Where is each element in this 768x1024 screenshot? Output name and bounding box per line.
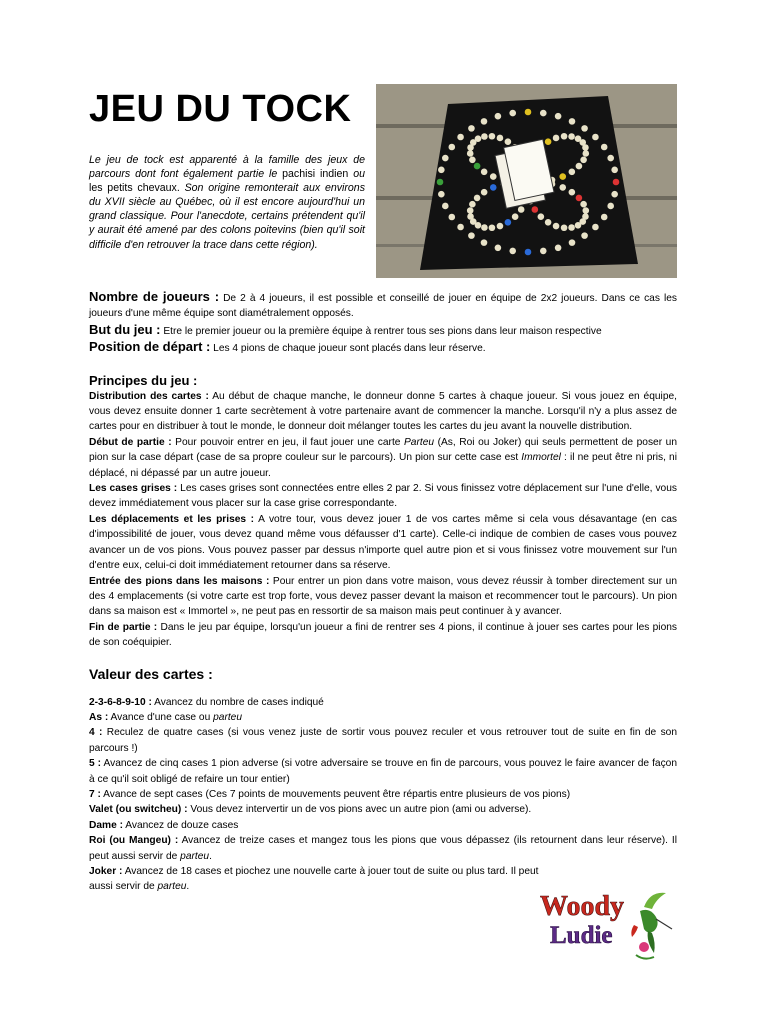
- board-hole: [448, 144, 455, 151]
- board-hole: [490, 173, 497, 180]
- rule-label: Distribution des cartes :: [89, 390, 209, 402]
- card-text: Avancez du nombre de cases indiqué: [151, 696, 324, 708]
- board-hole: [469, 156, 476, 163]
- section-label: Nombre de joueurs :: [89, 289, 220, 304]
- board-hole: [518, 206, 525, 213]
- board-hole: [505, 219, 512, 226]
- rule-label: Fin de partie :: [89, 621, 158, 633]
- board-hole: [559, 184, 566, 191]
- logo-svg: [536, 885, 676, 971]
- board-hole: [481, 133, 488, 140]
- board-hole: [569, 118, 576, 125]
- rule-distribution: [89, 389, 677, 435]
- board-hole: [607, 203, 614, 210]
- board-hole: [576, 195, 583, 202]
- card-label: Joker :: [89, 866, 123, 877]
- board-hole: [505, 138, 512, 145]
- board-hole: [481, 239, 488, 246]
- board-hole: [559, 173, 566, 180]
- logo-woody: Woody: [540, 891, 625, 922]
- board-hole: [561, 224, 568, 231]
- board-hole: [497, 135, 504, 142]
- board-hole: [582, 150, 589, 157]
- page-title: JEU DU TOCK: [89, 88, 352, 130]
- rules-body: [89, 289, 677, 895]
- board-hole: [532, 206, 539, 213]
- rule-text: Pour entrer un pion dans votre maison, vous devez réussir à tomber directement sur un des 4 emplacements (si votre carte est trop forte, vous devez passer devant la maison et recommencer tout le parcours). Un pion dans sa maison est « Immortel », ne peut pas en ressortir de sa maison mais peut continuer à y avancer.: [89, 575, 677, 618]
- board-hole: [545, 138, 552, 145]
- card-em: parteu: [213, 711, 242, 723]
- board-hole: [569, 169, 576, 176]
- board-hole: [481, 224, 488, 231]
- board-hole: [607, 155, 614, 162]
- board-hole: [497, 223, 504, 230]
- board-hole: [601, 144, 608, 151]
- board-hole: [581, 125, 588, 132]
- card-2-10: [89, 695, 677, 710]
- rule-em: Parteu: [404, 436, 435, 448]
- board-hole: [448, 214, 455, 221]
- board-hole: [457, 134, 464, 141]
- board-hole: [457, 224, 464, 231]
- card-label: 5 :: [89, 758, 102, 770]
- board-hole: [509, 248, 516, 255]
- board-hole: [613, 179, 620, 186]
- board-hole: [545, 219, 552, 226]
- card-em: parteu: [180, 850, 210, 862]
- section-joueurs: [89, 289, 677, 322]
- board-hole: [495, 244, 502, 251]
- section-text: Les 4 pions de chaque joueur sont placés dans leur réserve.: [210, 343, 486, 355]
- board-hole: [474, 195, 481, 202]
- section-but: [89, 322, 677, 339]
- section-label: Position de départ :: [89, 339, 211, 355]
- card-valet: [89, 802, 677, 817]
- logo-ludie: Ludie: [550, 922, 613, 949]
- board-hole: [489, 133, 496, 140]
- rule-debut: [89, 435, 677, 481]
- section-text: De 2 à 4 joueurs, il est possible et conseillé de jouer en équipe de 2x2 joueurs. Dans ce cas les joueurs d'une même équipe sont diamétralement opposés.: [89, 293, 677, 320]
- intro-ou: ou: [348, 168, 365, 181]
- board-hole: [555, 113, 562, 120]
- card-as: [89, 710, 677, 725]
- rule-text: (As, Roi ou Joker) qui seuls permettent de poser un pion sur la case départ (case de sa propre couleur sur le parcours). Un pion sur cette case est: [89, 436, 677, 464]
- board-hole: [475, 135, 482, 142]
- rule-label: Début de partie :: [89, 436, 172, 448]
- valeurs-heading: Valeur des cartes :: [89, 665, 213, 682]
- board-hole: [481, 189, 488, 196]
- card-label: 7 :: [89, 788, 101, 800]
- board-hole: [489, 224, 496, 231]
- rule-text: Pour pouvoir entrer en jeu, il faut jouer une carte: [171, 436, 405, 448]
- card-label: Roi (ou Mangeu) :: [89, 835, 179, 847]
- board-hole: [481, 118, 488, 125]
- board-hole: [601, 214, 608, 221]
- card-5: [89, 756, 677, 787]
- card-joker: [89, 864, 539, 895]
- card-label: Dame :: [89, 819, 123, 831]
- board-hole: [580, 201, 587, 208]
- board-hole: [538, 213, 545, 220]
- game-board-photo: [376, 84, 677, 278]
- board-hole: [467, 207, 474, 214]
- board-hole: [581, 232, 588, 239]
- card-label: As :: [89, 711, 109, 723]
- card-label: 4 :: [89, 727, 103, 739]
- card-4: [89, 725, 677, 756]
- card-text: Avancez de cinq cases 1 pion adverse (si votre adversaire se trouve en fin de parcours, vous pouvez le faire avancer de façon à ce qu'il soit obligé de refaire un tour entier): [89, 758, 677, 785]
- board-hole: [568, 224, 575, 231]
- section-depart: [89, 339, 677, 356]
- board-hole: [442, 203, 449, 210]
- board-hole: [474, 163, 481, 170]
- board-hole: [582, 207, 589, 214]
- board-hole: [569, 239, 576, 246]
- rule-text: Dans le jeu par équipe, lorsqu'un joueur a fini de rentrer ses 4 pions, il continue à jouer ses cartes pour les pions de son coéquipier.: [89, 621, 677, 649]
- board-hole: [512, 213, 519, 220]
- card-text: .: [209, 850, 212, 862]
- board-hole: [592, 134, 599, 141]
- card-text: Reculez de quatre cases (si vous venez juste de sortir vous pouvez reculer et vous retrouver tout de suite en fin de son parcours !): [89, 727, 678, 754]
- card-text: Avancez de douze cases: [122, 819, 239, 831]
- rule-entree: [89, 574, 677, 620]
- board-hole: [438, 191, 445, 198]
- board-hole: [576, 163, 583, 170]
- card-text: Avance d'une case ou: [108, 711, 214, 723]
- board-hole: [611, 191, 618, 198]
- card-text: Vous devez intervertir un de vos pions avec un autre pion (ami ou adverse).: [187, 804, 532, 816]
- card-em: parteu: [157, 881, 187, 893]
- card-7: [89, 787, 677, 802]
- board-hole: [438, 167, 445, 174]
- board-hole: [442, 155, 449, 162]
- board-hole: [540, 110, 547, 117]
- card-roi: [89, 833, 677, 864]
- principes-heading: Principes du jeu :: [89, 372, 198, 388]
- rule-grises: [89, 481, 677, 512]
- board-hole: [467, 150, 474, 157]
- rule-label: Les cases grises :: [89, 483, 178, 495]
- board-hole: [561, 133, 568, 140]
- board-hole: [468, 125, 475, 132]
- card-text: Avance de sept cases (Ces 7 points de mouvements peuvent être répartis entre plusieurs de vos pions): [100, 788, 571, 800]
- board-hole: [592, 224, 599, 231]
- board-hole: [611, 167, 618, 174]
- board-hole: [553, 135, 560, 142]
- intro-pachisi: pachisi indien: [282, 168, 349, 181]
- intro-paragraph: [89, 153, 365, 252]
- board-hole: [467, 213, 474, 220]
- board-hole: [509, 110, 516, 117]
- board-hole: [468, 232, 475, 239]
- intro-text: Le jeu de tock est apparenté à la famille des jeux de parcours dont font également partie le: [89, 154, 365, 181]
- card-text: Avancez de 18 cases et piochez une nouvelle carte à jouer tout de suite ou plus tard. Il peut aussi servir de: [89, 866, 539, 893]
- rule-label: Entrée des pions dans les maisons :: [89, 575, 270, 587]
- rule-text: Au début de chaque manche, le donneur donne 5 cartes à chaque joueur. Si vous jouez en équipe, vous devez ensuite donner 1 carte secrètement à votre partenaire avant de commencer la manche. Lorsqu'il n'y a plus assez de cartes pour en distribuer à tout le monde, le donneur doit mélanger toutes les cartes du jeu avant la nouvelle distribution.: [89, 390, 677, 433]
- rule-em: Immortel: [521, 452, 561, 464]
- board-hole: [481, 169, 488, 176]
- rule-label: Les déplacements et les prises :: [89, 513, 255, 525]
- board-hole: [553, 223, 560, 230]
- intro-text-2: Son origine remonterait aux environs du XVII siècle au Québec, où il est encore aujourd'hui un grand classique. Pour l'anecdote, certains prétendent qu'il y aurait été amené par des colons poitevins (bien qu'il soit difficile d'en retrouver la trace dans cette région).: [89, 182, 366, 251]
- hummingbird-icon: [631, 893, 672, 959]
- rule-text: Les cases grises sont connectées entre elles 2 par 2. Si vous finissez votre déplacement sur l'une d'elle, vous devez immédiatement vous placer sur la case grise correspondante.: [89, 483, 677, 510]
- board-hole: [469, 201, 476, 208]
- game-board-photo-svg: [376, 84, 677, 278]
- card-dame: [89, 818, 677, 833]
- board-hole: [568, 133, 575, 140]
- board-hole: [490, 184, 497, 191]
- board-hole: [569, 189, 576, 196]
- rule-text: : il ne peut être ni pris, ni déplacé, ni dépassé par un autre joueur.: [89, 452, 677, 479]
- section-text: Etre le premier joueur ou la première équipe à rentrer tous ses pions dans leur maison respective: [160, 325, 602, 337]
- board-hole: [495, 113, 502, 120]
- board-hole: [575, 222, 582, 229]
- card-text: Avancez de treize cases et mangez tous les pions que vous dépassez (ils retournent dans leur réserve). Il peut aussi servir de: [89, 835, 677, 862]
- rule-text: A votre tour, vous devez jouer 1 de vos cartes même si cela vous désavantage (en cas d'impossibilité de jouer, vous devez quand même vous défausser d'1 carte). Celle-ci indique de combien de cases vous pouvez avancer un de vos pions. Vous pouvez passer par dessus n'importe quel autre pion et si vous finissez votre mouvement sur l'un d'entre eux, celui-ci doit immédiatement retourner dans sa réserve.: [89, 513, 678, 572]
- woody-ludie-logo: [536, 885, 676, 971]
- board-hole: [525, 249, 532, 256]
- board-hole: [540, 248, 547, 255]
- card-label: Valet (ou switcheu) :: [89, 804, 188, 816]
- board-hole: [437, 179, 444, 186]
- board-hole: [555, 244, 562, 251]
- board-hole: [580, 156, 587, 163]
- section-label: But du jeu :: [89, 321, 161, 337]
- intro-chevaux: les petits chevaux.: [89, 182, 180, 195]
- rule-deplacements: [89, 512, 677, 574]
- card-text: .: [186, 881, 190, 893]
- card-label: 2-3-6-8-9-10 :: [89, 696, 152, 708]
- board-hole: [525, 109, 532, 116]
- board-hole: [582, 144, 589, 151]
- rule-fin: [89, 620, 677, 651]
